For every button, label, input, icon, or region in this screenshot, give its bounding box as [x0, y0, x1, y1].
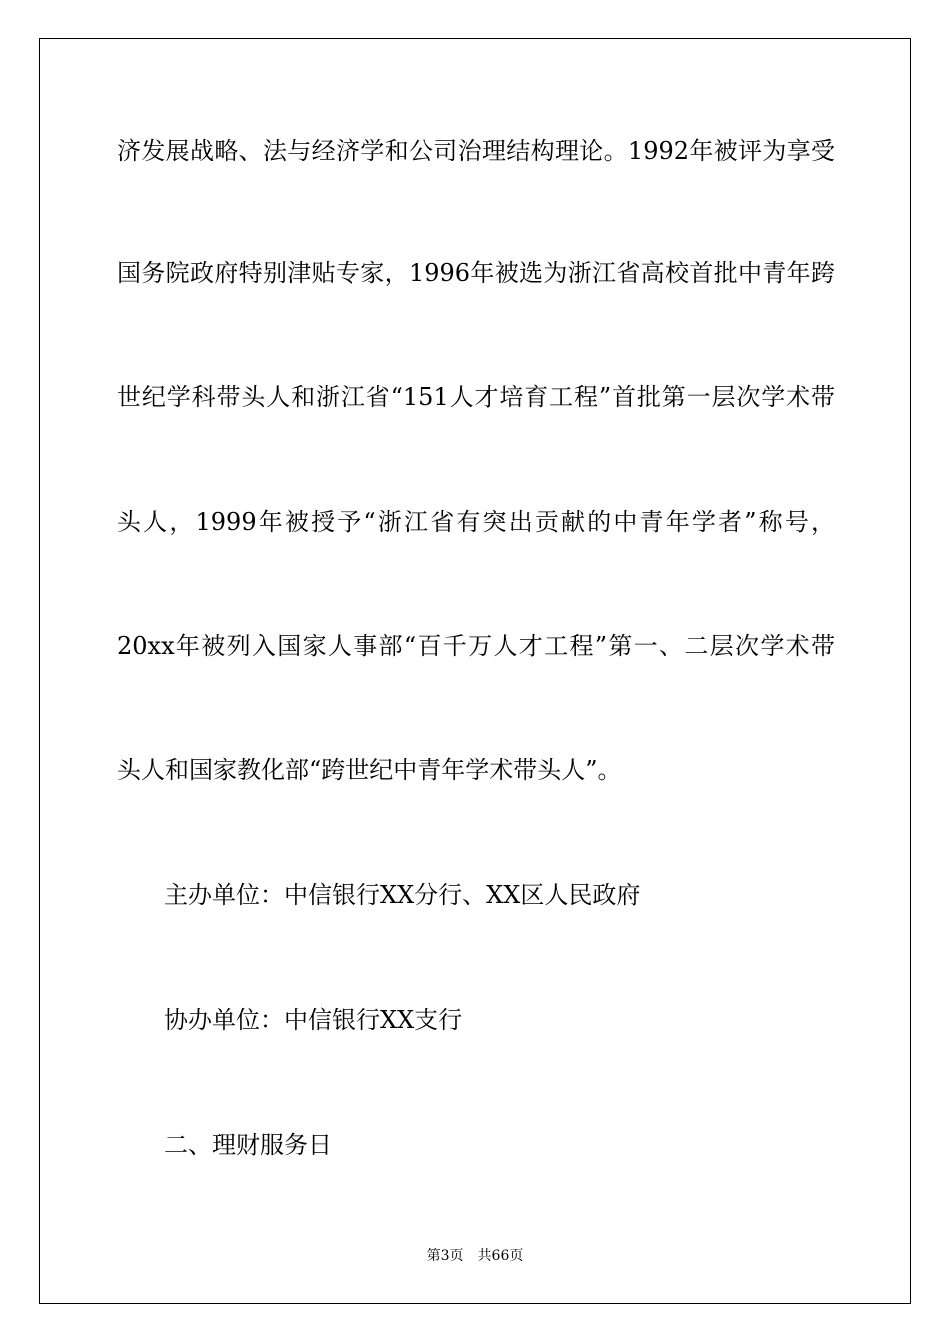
- body-text-line-6: 头人和国家教化部“跨世纪中青年学术带头人”。: [117, 756, 622, 784]
- page-number: 第3页: [426, 1248, 464, 1264]
- body-text-line-2: 国务院政府特别津贴专家，1996年被选为浙江省高校首批中青年跨: [117, 259, 835, 287]
- page-total: 共66页: [477, 1248, 524, 1264]
- page-border: [39, 38, 911, 1304]
- body-text-line-1: 济发展战略、法与经济学和公司治理结构理论。1992年被评为享受: [117, 137, 835, 165]
- body-text-line-4: 头人，1999年被授予“浙江省有突出贡献的中青年学者”称号，: [117, 508, 835, 536]
- body-text-line-5: 20xx年被列入国家人事部“百千万人才工程”第一、二层次学术带: [117, 632, 835, 660]
- body-text-line-3: 世纪学科带头人和浙江省“151人才培育工程”首批第一层次学术带: [117, 383, 835, 411]
- section-heading: 二、理财服务日: [164, 1131, 332, 1159]
- page-footer: [0, 1247, 950, 1265]
- co-host-unit-text: 协办单位：中信银行XX支行: [164, 1006, 463, 1034]
- host-unit-text: 主办单位：中信银行XX分行、XX区人民政府: [164, 881, 641, 909]
